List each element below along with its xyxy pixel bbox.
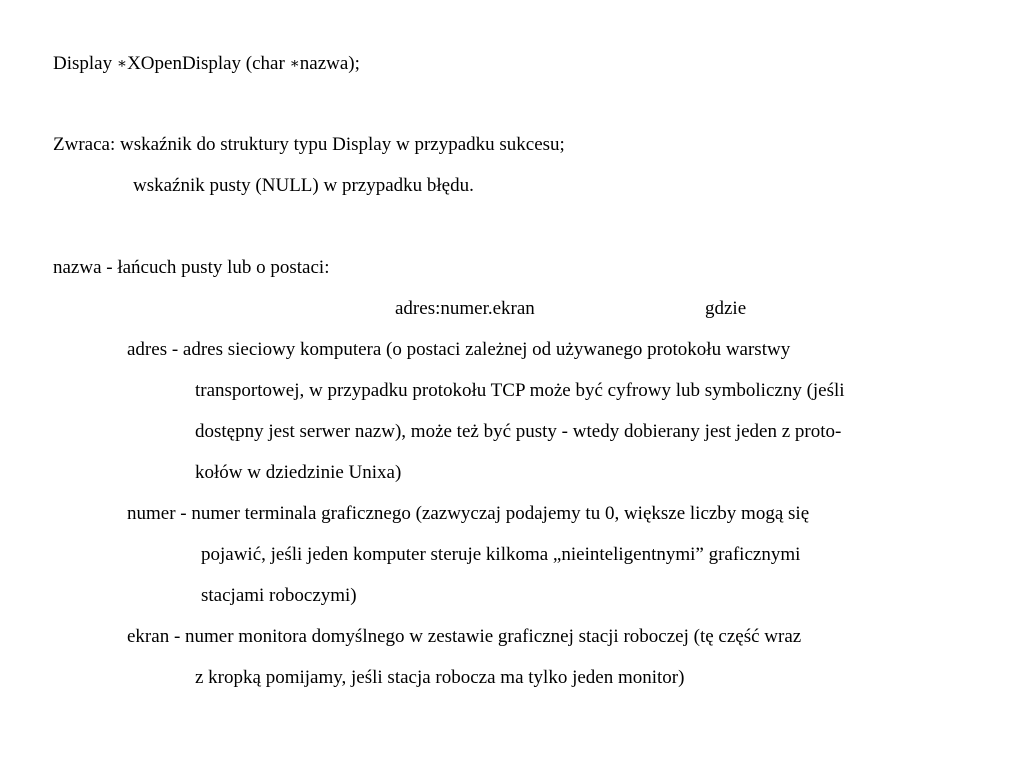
- nazwa-intro: nazwa - łańcuch pusty lub o postaci:: [53, 257, 330, 278]
- ekran-line-2: z kropką pomijamy, jeśli stacja robocza ma tylko jeden monitor): [195, 667, 685, 688]
- numer-line-2: pojawić, jeśli jeden komputer steruje kilkoma „nieinteligentnymi” graficznymi: [201, 544, 801, 565]
- signature-part-2: XOpenDisplay (char: [127, 53, 290, 74]
- pointer-asterisk-2: ∗: [289, 54, 300, 72]
- adres-line-4: kołów w dziedzinie Unixa): [195, 462, 402, 483]
- returns-line-1: Zwraca: wskaźnik do struktury typu Display w przypadku sukcesu;: [53, 134, 565, 155]
- adres-line-1: adres - adres sieciowy komputera (o postaci zależnej od używanego protokołu warstwy: [127, 339, 791, 360]
- returns-line-2: wskaźnik pusty (NULL) w przypadku błędu.: [133, 175, 474, 196]
- ekran-line-1: ekran - numer monitora domyślnego w zestawie graficznej stacji roboczej (tę część wraz: [127, 626, 802, 647]
- function-signature: [53, 52, 360, 76]
- pointer-asterisk-1: ∗: [116, 54, 128, 72]
- nazwa-where: gdzie: [705, 298, 747, 319]
- numer-line-3: stacjami roboczymi): [201, 585, 357, 606]
- adres-line-3: dostępny jest serwer nazw), może też być pusty - wtedy dobierany jest jeden z proto-: [195, 421, 842, 442]
- adres-line-2: transportowej, w przypadku protokołu TCP może być cyfrowy lub symboliczny (jeśli: [195, 380, 845, 401]
- signature-part-1: Display: [53, 53, 117, 74]
- nazwa-format: adres:numer.ekran: [395, 298, 535, 319]
- signature-part-3: nazwa);: [299, 53, 360, 74]
- numer-line-1: numer - numer terminala graficznego (zazwyczaj podajemy tu 0, większe liczby mogą się: [127, 503, 810, 524]
